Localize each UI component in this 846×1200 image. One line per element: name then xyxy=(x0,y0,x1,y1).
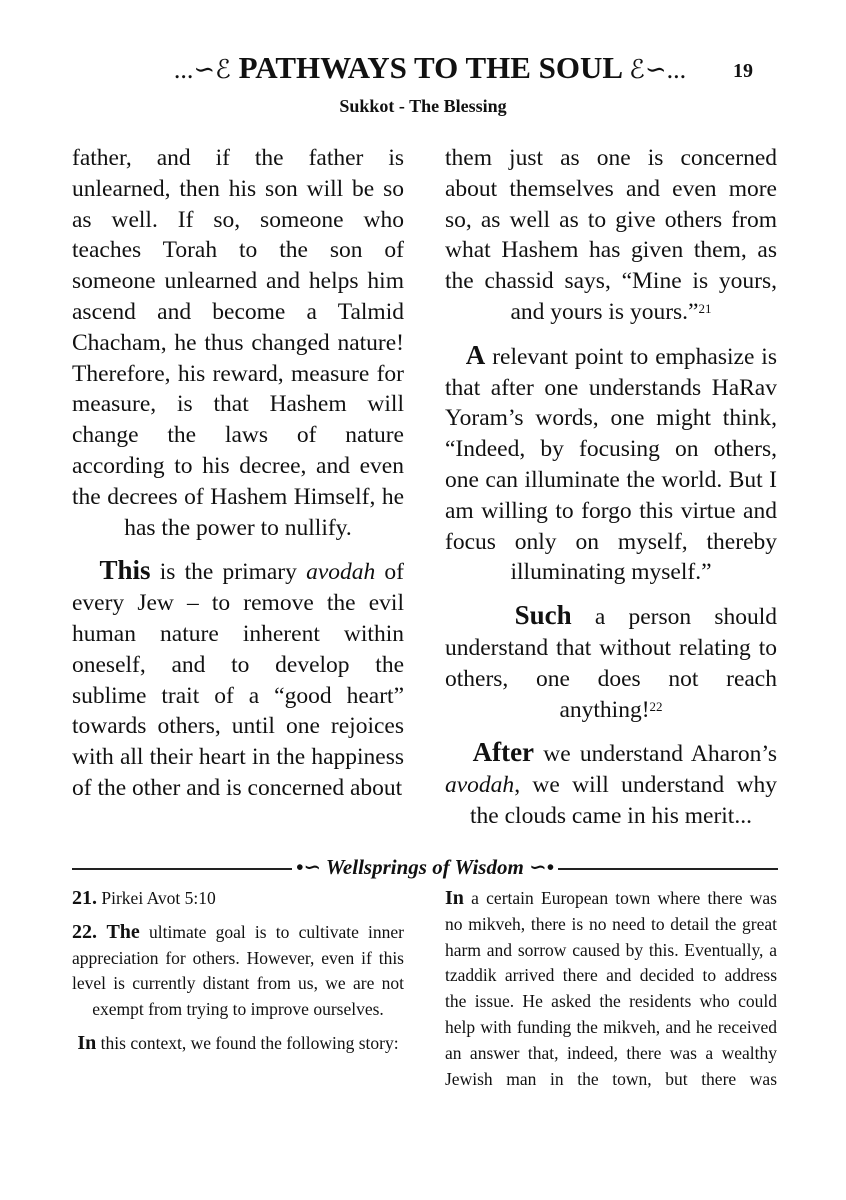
ornament-right-icon: ℰ∽... xyxy=(629,55,687,84)
paragraph: father, and if the father is unlearned, then his son will be so as well. If so, someone who teaches Torah to the son of someone unlearned and helps him ascend and become a Talmid Chacham, he thus changed nature! Therefore, his reward, measure for measure, is that Hashem will change the laws of nature according to his decree, and even the decrees of Hashem Himself, he has the power to nullify. xyxy=(72,145,404,541)
story-paragraph xyxy=(445,886,777,1092)
story-intro xyxy=(72,1031,404,1057)
lead-word: After xyxy=(472,737,535,768)
paragraph xyxy=(445,143,777,328)
divider-label: Wellsprings of Wisdom xyxy=(325,855,524,879)
text: a person should understand that without relating to others, one does not reach anything! xyxy=(445,604,777,723)
lead-word: This xyxy=(99,555,151,586)
left-column xyxy=(72,143,404,816)
text: ultimate goal is to cultivate inner appreciation for others. However, even if this level is currently distant from us, we are not exempt from trying to improve ourselves. xyxy=(72,921,404,1020)
footnote-21 xyxy=(72,886,404,912)
text: this context, we found the following story: xyxy=(96,1032,399,1053)
footnote-number: 21. xyxy=(72,887,97,909)
footnote-number: 22. The xyxy=(72,920,140,943)
text: relevant point to emphasize is that after one understands HaRav Yoram’s words, one might think, “Indeed, by focusing on others, one can illuminate the world. But I am willing to forgo this virtue and focus only on myself, thereby illuminating myself.” xyxy=(445,343,777,586)
text: is the primary xyxy=(150,559,307,586)
footnote-ref[interactable]: 22 xyxy=(649,698,663,714)
text: a certain European town where there was no mikveh, there is no need to detail the great harm and sorrow caused by this. Eventually, a tzaddik arrived there and decided to address the issue. He asked the residents who could help with funding the mikveh, and he received an answer that, indeed, there was a wealthy Jewish man in the town, but there was xyxy=(445,888,777,1089)
footnote-ref[interactable]: 21 xyxy=(698,300,712,316)
book-title xyxy=(130,50,730,86)
footnote-22 xyxy=(72,920,404,1023)
text: we understand Aharon’s xyxy=(534,741,777,768)
footnotes-left xyxy=(72,886,404,1065)
book-title-text: PATHWAYS TO THE SOUL xyxy=(238,50,622,85)
paragraph xyxy=(445,737,777,831)
lead-word: In xyxy=(77,1031,97,1054)
divider-label-bg: •∽ Wellsprings of Wisdom ∽• xyxy=(292,855,558,879)
right-column xyxy=(445,143,777,844)
paragraph xyxy=(72,555,404,803)
text: Pirkei Avot 5:10 xyxy=(97,888,216,908)
text: them just as one is concerned about themselves and even more so, as well as to give others from what Hashem has given them, as the chassid says, “Mine is yours, and yours is yours.” xyxy=(445,145,777,325)
page-number: 19 xyxy=(733,60,753,82)
lead-word: A xyxy=(465,339,486,370)
ornament-left-icon: ...∽ℰ xyxy=(173,55,231,84)
running-header xyxy=(0,50,846,90)
section-divider xyxy=(72,856,778,880)
footnotes-right xyxy=(445,886,777,1100)
divider-label-wrap xyxy=(72,854,778,880)
lead-word: In xyxy=(445,887,464,909)
italic-term: avodah xyxy=(445,772,515,799)
text: of every Jew – to remove the evil human nature inherent within oneself, and to develop the sublime trait of a “good heart” towards others, until one rejoices with all their heart in the happiness of the other and is concerned about xyxy=(72,559,405,801)
text: , we will understand why the clouds came in his merit... xyxy=(470,772,777,829)
lead-word: Such xyxy=(514,600,572,631)
paragraph xyxy=(445,600,777,725)
paragraph xyxy=(445,340,777,588)
chapter-subtitle: Sukkot - The Blessing xyxy=(339,96,507,116)
italic-term: avodah xyxy=(306,559,376,586)
